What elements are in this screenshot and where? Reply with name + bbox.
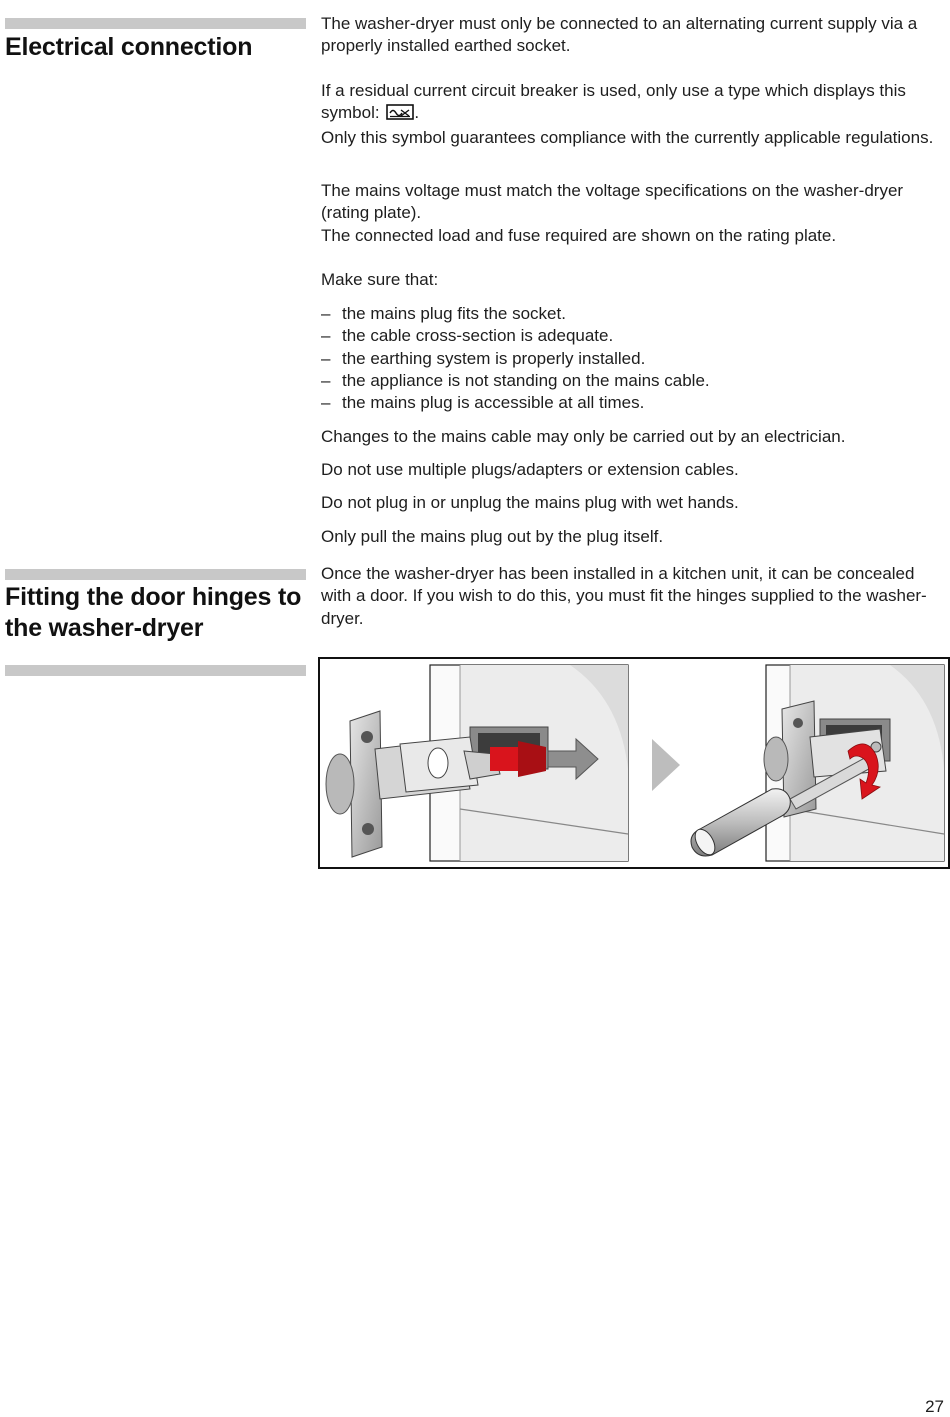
paragraph-no-adapters: Do not use multiple plugs/adapters or extension cables.	[321, 460, 739, 479]
paragraph-voltage	[321, 180, 941, 247]
list-item: – the cable cross-section is adequate.	[321, 325, 941, 347]
rcd-text-end: .	[414, 103, 420, 123]
paragraph-ac-supply: The washer-dryer must only be connected to an alternating current supply via a properly installed earthed socket.	[321, 14, 918, 56]
connected-load-text: The connected load and fuse required are shown on the rating plate.	[321, 225, 837, 245]
residual-current-breaker-symbol-icon	[386, 104, 414, 126]
paragraph-wet-hands: Do not plug in or unplug the mains plug with wet hands.	[321, 493, 739, 512]
hinge-illustration	[318, 657, 950, 869]
voltage-text: The mains voltage must match the voltage specifications on the washer-dryer (rating plate).	[321, 181, 904, 223]
rcd-compliance-text: Only this symbol guarantees compliance with the currently applicable regulations.	[321, 127, 934, 147]
heading-door-hinges: Fitting the door hinges to the washer-dryer	[5, 583, 302, 642]
section-bar-figure	[5, 665, 306, 676]
checklist	[321, 303, 941, 414]
heading-electrical-connection: Electrical connection	[5, 33, 253, 61]
paragraph-electrician: Changes to the mains cable may only be carried out by an electrician.	[321, 427, 846, 446]
list-item: – the appliance is not standing on the mains cable.	[321, 370, 941, 392]
section-bar-electrical	[5, 18, 306, 29]
paragraph-rcd	[321, 80, 941, 149]
rcd-text: If a residual current circuit breaker is used, only use a type which displays this symbol:	[321, 81, 906, 123]
paragraph-make-sure: Make sure that:	[321, 270, 439, 289]
list-item: – the earthing system is properly installed.	[321, 348, 941, 370]
step-arrow-icon	[652, 739, 680, 791]
list-item: – the mains plug is accessible at all times.	[321, 392, 941, 414]
list-item: – the mains plug fits the socket.	[321, 303, 941, 325]
paragraph-door-hinges: Once the washer-dryer has been installed in a kitchen unit, it can be concealed with a door. If you wish to do this, you must fit the hinges supplied to the washer-dryer.	[321, 564, 927, 628]
page-number: 27	[925, 1397, 944, 1416]
section-bar-door-hinges	[5, 569, 306, 580]
paragraph-pull-plug: Only pull the mains plug out by the plug itself.	[321, 527, 664, 546]
